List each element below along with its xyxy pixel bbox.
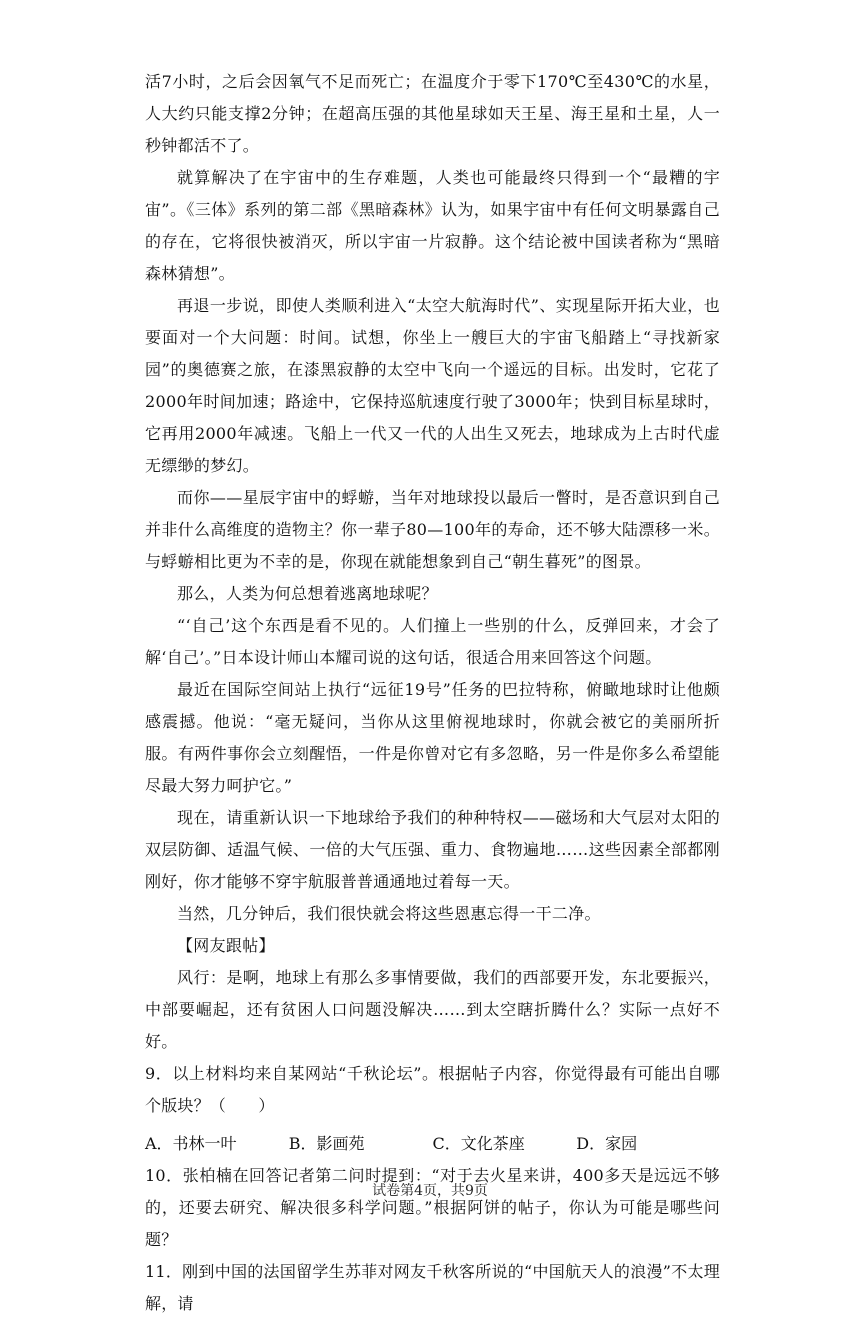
page-footer: 试卷第4页，共9页 [372,1183,488,1199]
paragraph-2: 就算解决了在宇宙中的生存难题，人类也可能最终只得到一个“最糟的宇宙”。《三体》系列的第二部《黑暗森林》认为，如果宇宙中有任何文明暴露自己的存在，它将很快被消灭，所以宇宙一片寂静。这个结论被中国读者称为“黑暗森林猜想”。 [145,168,720,283]
option-c: C．文化茶座 [432,1134,525,1153]
paragraph-7: 最近在国际空间站上执行“远征19号”任务的巴拉特称，俯瞰地球时让他颇感震撼。他说：“毫无疑问，当你从这里俯视地球时，你就会被它的美丽所折服。有两件事你会立刻醒悟，一件是你曾对它有多忽略，另一件是你多么希望能尽最大努力呵护它。” [145,680,720,795]
paragraph-5: 那么，人类为何总想着逃离地球呢？ [177,584,438,603]
section-heading: 【网友跟帖】 [177,936,275,955]
article-body [145,66,720,1320]
paragraph-6: “‘自己’这个东西是看不见的。人们撞上一些别的什么，反弹回来，才会了解‘自己’。”日本设计师山本耀司说的这句话，很适合用来回答这个问题。 [145,616,720,667]
paragraph-4: 而你——星辰宇宙中的蜉蝣，当年对地球投以最后一瞥时，是否意识到自己并非什么高维度的造物主？你一辈子80—100年的寿命，还不够大陆漂移一米。与蜉蝣相比更为不幸的是，你现在就能想象到自己“朝生暮死”的图景。 [145,488,720,571]
option-d: D．家园 [576,1134,638,1153]
question-11: 11．刚到中国的法国留学生苏菲对网友千秋客所说的“中国航天人的浪漫”不太理解，请 [145,1262,720,1313]
paragraph-1: 活7小时，之后会因氧气不足而死亡；在温度介于零下170℃至430℃的水星，人大约只能支撑2分钟；在超高压强的其他星球如天王星、海王星和土星，人一秒钟都活不了。 [145,72,720,155]
paragraph-3: 再退一步说，即使人类顺利进入“太空大航海时代”、实现星际开拓大业，也要面对一个大问题：时间。试想，你坐上一艘巨大的宇宙飞船踏上“寻找新家园”的奥德赛之旅，在漆黑寂静的太空中飞向一个遥远的目标。出发时，它花了2000年时间加速；路途中，它保持巡航速度行驶了3000年；快到目标星球时，它再用2000年减速。飞船上一代又一代的人出生又死去，地球成为上古时代虚无缥缈的梦幻。 [145,296,720,475]
option-a: A．书林一叶 [145,1134,237,1153]
paragraph-8: 现在，请重新认识一下地球给予我们的种种特权——磁场和大气层对太阳的双层防御、适温气候、一倍的大气压强、重力、食物遍地……这些因素全部都刚刚好，你才能够不穿宇航服普普通通地过着每一天。 [145,808,720,891]
reply-post: 风行：是啊，地球上有那么多事情要做，我们的西部要开发，东北要振兴，中部要崛起，还有贫困人口问题没解决……到太空瞎折腾什么？实际一点好不好。 [145,968,720,1051]
question-9: 9．以上材料均来自某网站“千秋论坛”。根据帖子内容，你觉得最有可能出自哪个版块？（ ） [145,1064,720,1115]
question-10: 10．张柏楠在回答记者第二问时提到：“对于去火星来讲，400多天是远远不够的，还要去研究、解决很多科学问题。”根据阿饼的帖子，你认为可能是哪些问题？ [145,1166,720,1249]
option-b: B．影画苑 [288,1134,365,1153]
paragraph-9: 当然，几分钟后，我们很快就会将这些恩惠忘得一干二净。 [177,904,601,923]
question-9-options [145,1128,720,1160]
